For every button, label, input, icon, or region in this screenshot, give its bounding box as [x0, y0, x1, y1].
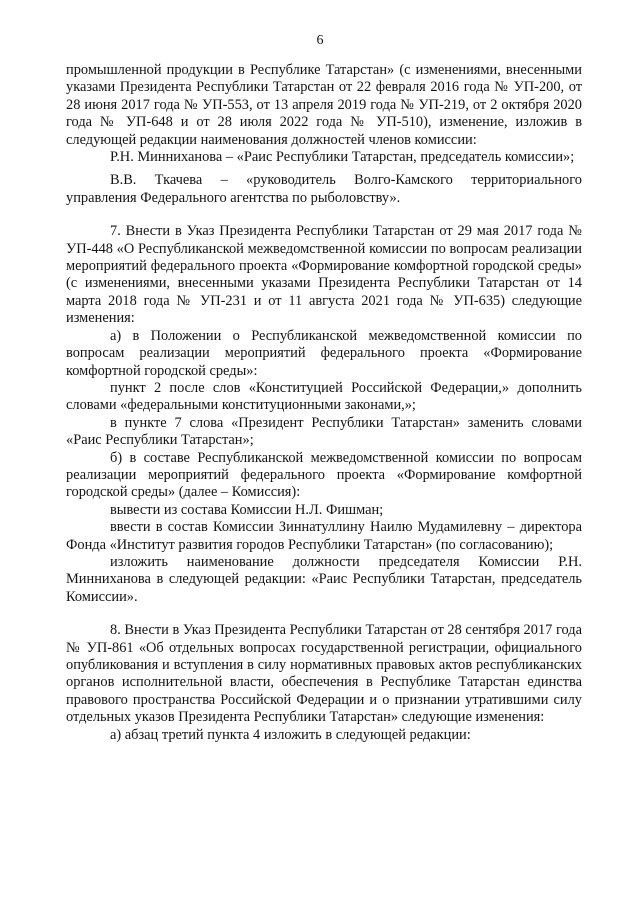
paragraph-item-7b: б) в составе Республиканской межведомственной комиссии по вопросам реализации мероприятий федерального проекта «Формирование комфортной городской среды» (далее – Комиссия):: [66, 449, 582, 501]
paragraph-chair-title: изложить наименование должности председателя Комиссии Р.Н. Минниханова в следующей редакции: «Раис Республики Татарстан, председатель Комиссии».: [66, 553, 582, 605]
paragraph-item-7a: а) в Положении о Республиканской межведомственной комиссии по вопросам реализации мероприятий федерального проекта «Формирование комфортной городской среды»:: [66, 327, 582, 379]
paragraph-item-8a: а) абзац третий пункта 4 изложить в следующей редакции:: [110, 726, 471, 743]
paragraph-member-tkachev: В.В. Ткачева – «руководитель Волго-Камского территориального управления Федерального агентства по рыболовству».: [66, 172, 582, 206]
paragraph-item-7: 7. Внести в Указ Президента Республики Татарстан от 29 мая 2017 года № УП-448 «О Республиканской межведомственной комиссии по вопросам реализации мероприятий федерального проекта «Формирование комфортной городской среды» (с изменениями, внесенными указами Президента Республики Татарстан от 14 марта 2018 года № УП-231 и от 11 августа 2021 года № УП-635) следующие изменения:: [66, 223, 582, 327]
paragraph-remove-member: вывести из состава Комиссии Н.Л. Фишман;: [110, 501, 384, 518]
page-number: 6: [316, 33, 324, 48]
paragraph-continuation: промышленной продукции в Республике Татарстан» (с изменениями, внесенными указами Президента Республики Татарстан от 22 февраля 2016 года № УП-200, от 28 июня 2017 года № УП-553, от 13 апреля 2019 года № УП-219, от 2 октября 2020 года № УП-648 и от 28 июля 2022 года № УП-510), изменение, изложив в следующей редакции наименования должностей членов комиссии:: [66, 62, 582, 148]
document-body: [66, 62, 582, 744]
paragraph-item-7a-point-2: пункт 2 после слов «Конституцией Российской Федерации,» дополнить словами «федеральными конституционными законами,»;: [66, 379, 582, 414]
paragraph-add-member: ввести в состав Комиссии Зиннатуллину Наилю Мудамилевну – директора Фонда «Институт развития городов Республики Татарстан» (по согласованию);: [66, 519, 582, 553]
paragraph-item-7a-point-7: в пункте 7 слова «Президент Республики Татарстан» заменить словами «Раис Республики Татарстан»;: [66, 414, 582, 449]
paragraph-item-8: 8. Внести в Указ Президента Республики Татарстан от 28 сентября 2017 года № УП-861 «Об отдельных вопросах государственной регистрации, официального опубликования и вступления в силу нормативных правовых актов республиканских органов исполнительной власти, обеспечения в Республике Татарстан единства правового пространства Российской Федерации и о признании утратившими силу отдельных указов Президента Республики Татарстан» следующие изменения:: [66, 622, 582, 726]
paragraph-member-minnikhanov: Р.Н. Минниханова – «Раис Республики Татарстан, председатель комиссии»;: [110, 149, 575, 166]
